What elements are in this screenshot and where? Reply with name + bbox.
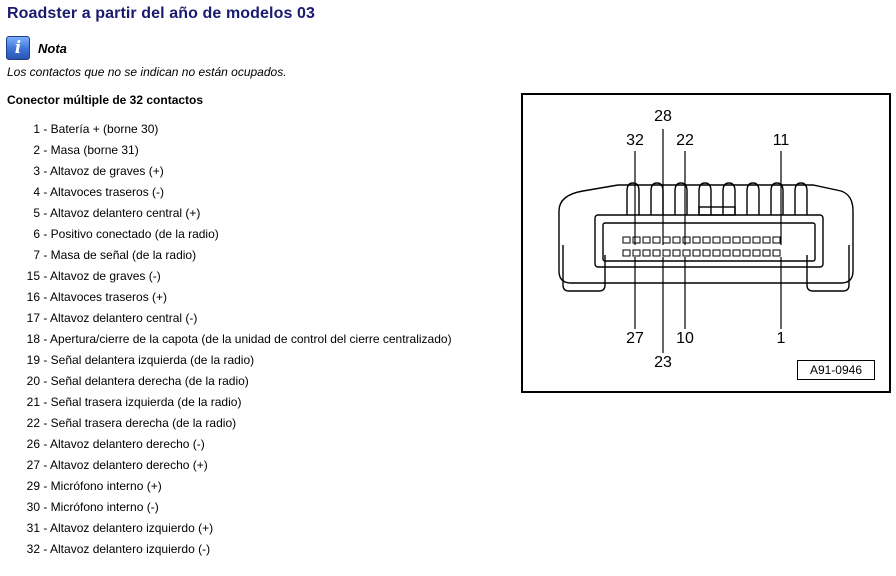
pin-item xyxy=(20,182,452,203)
pin-separator: - xyxy=(40,416,51,430)
pin-item xyxy=(20,224,452,245)
note-label: Nota xyxy=(38,40,67,56)
pin-separator: - xyxy=(40,458,51,472)
pin-number: 21 xyxy=(26,395,40,409)
pin-item xyxy=(20,497,452,518)
contact-cavity xyxy=(643,250,650,256)
pin-description: Micrófono interno (-) xyxy=(50,500,159,514)
pin-number: 4 xyxy=(33,185,40,199)
pin-separator: - xyxy=(40,479,51,493)
contact-cavity xyxy=(763,237,770,243)
pin-item xyxy=(20,119,452,140)
contact-cavity xyxy=(743,237,750,243)
pin-label-11: 11 xyxy=(772,132,790,149)
pin-item xyxy=(20,140,452,161)
pin-label-10: 10 xyxy=(676,330,694,347)
pin-description: Altavoz delantero izquierdo (+) xyxy=(50,521,214,535)
pin-description: Señal delantera derecha (de la radio) xyxy=(50,374,249,388)
pin-separator: - xyxy=(40,332,51,346)
pin-number: 1 xyxy=(33,122,40,136)
contact-cavity xyxy=(753,250,760,256)
pin-description: Altavoz delantero derecho (-) xyxy=(50,437,205,451)
pin-description: Señal trasera derecha (de la radio) xyxy=(50,416,237,430)
pin-description: Altavoz de graves (-) xyxy=(50,269,161,283)
pin-item xyxy=(20,266,452,287)
contact-cavity xyxy=(773,237,780,243)
contact-cavity xyxy=(753,237,760,243)
pin-number: 26 xyxy=(26,437,40,451)
contact-cavity xyxy=(713,237,720,243)
reference-code: A91-0946 xyxy=(797,360,875,380)
pin-list xyxy=(20,119,452,560)
pin-description: Altavoz delantero central (+) xyxy=(50,206,201,220)
contact-cavity xyxy=(633,237,640,243)
pin-item xyxy=(20,476,452,497)
pin-number: 3 xyxy=(33,164,40,178)
pin-description: Batería + (borne 30) xyxy=(50,122,159,136)
section-heading: Conector múltiple de 32 contactos xyxy=(7,93,204,107)
pin-separator: - xyxy=(40,143,51,157)
pin-separator: - xyxy=(40,542,51,556)
contact-cavity xyxy=(683,250,690,256)
pin-description: Micrófono interno (+) xyxy=(50,479,162,493)
pin-label-27: 27 xyxy=(626,330,644,347)
pin-label-32: 32 xyxy=(626,132,644,149)
pin-number: 20 xyxy=(26,374,40,388)
pin-separator: - xyxy=(40,437,51,451)
pin-description: Positivo conectado (de la radio) xyxy=(50,227,219,241)
pin-item xyxy=(20,392,452,413)
pin-separator: - xyxy=(40,269,51,283)
pin-label-22: 22 xyxy=(676,132,694,149)
pin-description: Altavoz de graves (+) xyxy=(50,164,164,178)
pin-label-28: 28 xyxy=(654,108,672,125)
connector-diagram xyxy=(521,93,891,393)
pin-description: Masa de señal (de la radio) xyxy=(50,248,197,262)
pin-separator: - xyxy=(40,227,51,241)
pin-description: Altavoz delantero izquierdo (-) xyxy=(50,542,211,556)
note-header xyxy=(6,35,67,61)
pin-number: 29 xyxy=(26,479,40,493)
pin-number: 7 xyxy=(33,248,40,262)
pin-number: 16 xyxy=(26,290,40,304)
contact-cavity xyxy=(703,250,710,256)
pin-description: Altavoces traseros (+) xyxy=(50,290,168,304)
pin-separator: - xyxy=(40,500,51,514)
pin-item xyxy=(20,329,452,350)
pin-separator: - xyxy=(40,248,51,262)
pin-label-23: 23 xyxy=(654,354,672,371)
pin-number: 19 xyxy=(26,353,40,367)
pin-item xyxy=(20,203,452,224)
pin-number: 22 xyxy=(26,416,40,430)
pin-number: 32 xyxy=(26,542,40,556)
contact-cavity xyxy=(693,250,700,256)
pin-separator: - xyxy=(40,122,51,136)
contact-cavity xyxy=(653,237,660,243)
pin-description: Apertura/cierre de la capota (de la unidad de control del cierre centralizado) xyxy=(50,332,452,346)
pin-label-1: 1 xyxy=(776,330,786,347)
pin-separator: - xyxy=(40,311,51,325)
contact-cavity xyxy=(623,250,630,256)
contact-cavity xyxy=(723,250,730,256)
contact-cavity xyxy=(693,237,700,243)
pin-number: 15 xyxy=(26,269,40,283)
connector-drawing xyxy=(523,95,889,391)
pin-number: 31 xyxy=(26,521,40,535)
pin-separator: - xyxy=(40,206,51,220)
contact-cavity xyxy=(663,250,670,256)
pin-item xyxy=(20,413,452,434)
pin-separator: - xyxy=(40,164,51,178)
page-title: Roadster a partir del año de modelos 03 xyxy=(7,5,315,22)
pin-description: Altavoz delantero central (-) xyxy=(50,311,198,325)
pin-number: 2 xyxy=(33,143,40,157)
pin-item xyxy=(20,539,452,560)
pin-number: 5 xyxy=(33,206,40,220)
pin-separator: - xyxy=(40,185,51,199)
pin-item xyxy=(20,161,452,182)
pin-item xyxy=(20,308,452,329)
contact-cavity xyxy=(643,237,650,243)
pin-item xyxy=(20,287,452,308)
contact-cavity xyxy=(713,250,720,256)
contact-cavity xyxy=(633,250,640,256)
pin-separator: - xyxy=(40,374,51,388)
note-text: Los contactos que no se indican no están ocupados. xyxy=(7,65,287,79)
contact-cavity xyxy=(673,237,680,243)
contact-cavity xyxy=(663,237,670,243)
pin-description: Señal trasera izquierda (de la radio) xyxy=(50,395,242,409)
contact-cavity xyxy=(733,237,740,243)
contact-cavity xyxy=(743,250,750,256)
contact-cavity xyxy=(763,250,770,256)
pin-item xyxy=(20,371,452,392)
contact-cavity xyxy=(673,250,680,256)
pin-number: 6 xyxy=(33,227,40,241)
pin-number: 17 xyxy=(26,311,40,325)
pin-separator: - xyxy=(40,395,51,409)
pin-item xyxy=(20,245,452,266)
pin-item xyxy=(20,350,452,371)
pin-number: 27 xyxy=(26,458,40,472)
pin-description: Señal delantera izquierda (de la radio) xyxy=(50,353,255,367)
pin-number: 18 xyxy=(26,332,40,346)
info-icon: i xyxy=(6,36,30,60)
pin-description: Altavoces traseros (-) xyxy=(50,185,165,199)
pin-item xyxy=(20,455,452,476)
contact-cavity xyxy=(683,237,690,243)
pin-separator: - xyxy=(40,521,51,535)
pin-item xyxy=(20,434,452,455)
contact-cavity xyxy=(773,250,780,256)
pin-description: Altavoz delantero derecho (+) xyxy=(50,458,208,472)
contact-cavity xyxy=(733,250,740,256)
contact-cavity xyxy=(723,237,730,243)
pin-separator: - xyxy=(40,353,51,367)
contact-cavity xyxy=(653,250,660,256)
pin-separator: - xyxy=(40,290,51,304)
pin-number: 30 xyxy=(26,500,40,514)
contact-cavity xyxy=(703,237,710,243)
pin-description: Masa (borne 31) xyxy=(50,143,139,157)
contact-cavity xyxy=(623,237,630,243)
pin-item xyxy=(20,518,452,539)
